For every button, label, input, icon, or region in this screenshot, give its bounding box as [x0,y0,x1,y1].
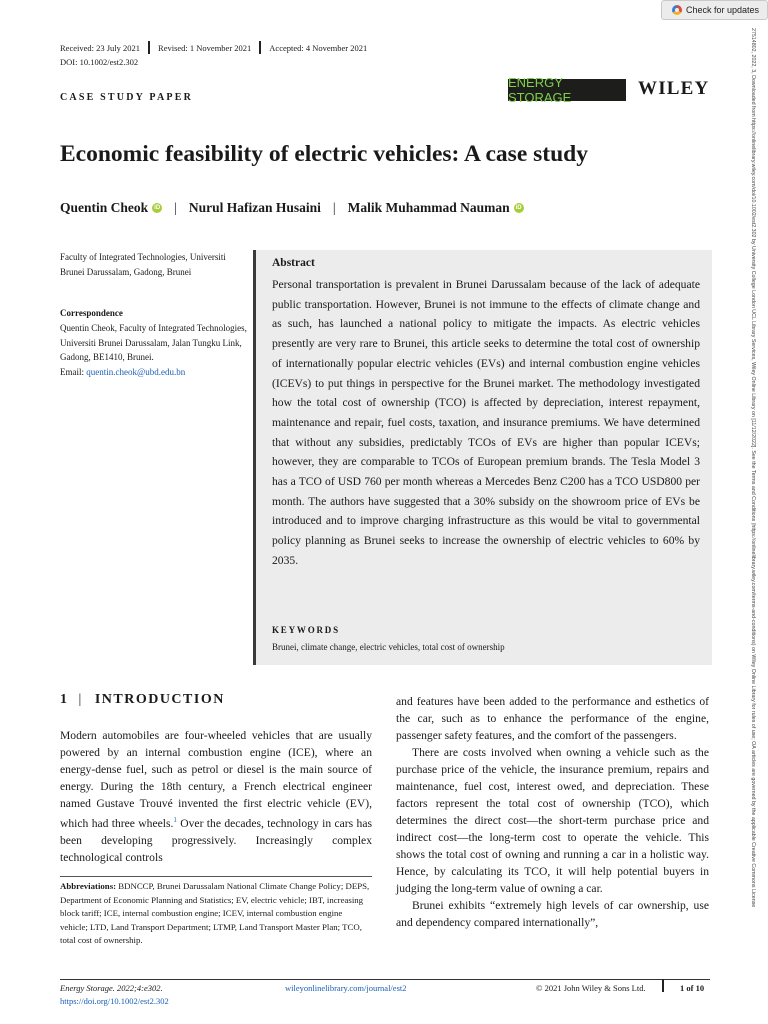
body-column-right [396,693,709,931]
article-doi: DOI: 10.1002/est2.302 [60,57,139,67]
footnote-divider [60,876,372,877]
page-title: Economic feasibility of electric vehicles: A case study [60,141,588,167]
check-for-updates-label: Check for updates [686,5,760,15]
correspondence-heading: Correspondence [60,308,123,318]
footnote-text: BDNCCP, Brunei Darussalam National Climate Change Policy; DEPS, Department of Economic Planning and Statistics; EV, electric vehicle; IBT, increasing block tariff; ICE, internal combustion engine; ICEV, internal combustion engine vehicle; LTD, Land Transport Department; LTMP, Land Transport Master Plan; TCO, total cost of ownership. [60,881,370,945]
paragraph: Brunei exhibits “extremely high levels of car ownership, use and dependency compared internationally”, [396,899,709,929]
affiliation: Faculty of Integrated Technologies, Universiti Brunei Darussalam, Gadong, Brunei [60,252,226,277]
paragraph: and features have been added to the performance and esthetics of the car, such as to enhance the performance of the engine, passenger safety features, and the comfort of the passengers. [396,695,709,742]
footer-journal-link[interactable]: wileyonlinelibrary.com/journal/est2 [285,983,407,993]
publisher-logo: WILEY [638,78,710,99]
footer-separator [662,979,664,992]
keywords: Brunei, climate change, electric vehicles, total cost of ownership [272,642,505,652]
abbreviations-footnote [60,880,372,948]
orcid-icon[interactable]: iD [515,205,522,211]
footer-journal: Energy Storage. 2022;4:e302. [60,983,163,993]
keywords-heading: KEYWORDS [272,625,340,635]
abstract-heading: Abstract [272,257,315,269]
crossmark-icon [672,5,682,15]
paragraph-text: Over the decades, technology in cars has been developing progressively. Increasingly complex technological controls [60,816,372,864]
section-title: INTRODUCTION [94,692,225,707]
paragraph-text: Modern automobiles are four-wheeled vehicles that are usually powered by an internal combustion engine (ICE), where an energy-dense fuel, such as petrol or diesel is the main source of energy. During the 18th century, a French electrical engineer named Gustave Trouvé invented the first electric vehicle (EV), which had three wheels. [60,729,372,830]
footer-doi-link[interactable]: https://doi.org/10.1002/est2.302 [60,996,169,1006]
author-name[interactable]: Malik Muhammad Nauman [347,200,510,215]
abstract-rule [253,250,256,665]
section-number: 1 [60,692,69,707]
received-date: Received: 23 July 2021 [60,42,141,53]
download-notice: 27514802, 2022, 3, Downloaded from https://onlinelibrary.wiley.com/doi/10.1002/est2.302 by University College London UCL Library Services, Wiley Online Library on [11/12/2022]. See the Terms and Conditions (https://onlinelibrary.wiley.com/terms-and-conditions) on Wiley Online Library for rules of use; OA articles are governed by the applicable Creative Commons License [750,28,756,908]
body-column-left [60,727,372,866]
page-number: 1 of 10 [680,983,705,993]
author-list: Quentin Cheok iD | Nurul Hafizan Husaini | Malik Muhammad Nauman iD [60,200,522,215]
author-name[interactable]: Nurul Hafizan Husaini [188,200,321,215]
paper-type: CASE STUDY PAPER [60,92,193,103]
correspondence-address: Quentin Cheok, Faculty of Integrated Technologies, Universiti Brunei Darussalam, Jalan Tungku Link, Gadong, BE1410, Brunei. [60,323,247,362]
check-for-updates-button[interactable] [661,0,768,20]
reference-link[interactable]: 1 [173,816,177,824]
email-label: Email: [60,366,87,377]
accepted-date: Accepted: 4 November 2021 [269,42,368,53]
section-separator: | [78,692,83,707]
paragraph: There are costs involved when owning a vehicle such as the purchase price of the vehicle, the insurance premium, repairs and maintenance, fuel cost, interest owed, and depreciation. These factors represent the total cost of ownership (TCO), which determines the direct cost—the short-term purchase price and indirect cost—the long-term cost to operate the vehicle. This shows the total cost of owning and running a car in a holistic way. Hence, by calculating its TCO, it will help potential buyers in judging the long-term value of owning a car. [396,746,709,895]
section-heading [60,692,225,708]
footer-divider [60,979,710,980]
abstract-text: Personal transportation is prevalent in Brunei Darussalam because of the lack of adequate public transportation. However, Brunei is not immune to the effects of climate change and as such, has launched a national policy to mitigate the impacts. As electric vehicles presently are very rare to Brunei, this article seeks to determine the total cost of ownership of internationally popular electric vehicles (EVs) and internal combustion engine vehicles (ICEVs) to put things in perspective for the Brunei market. The methodology investigated how the total cost of ownership (TCO) is affected by depreciation, interest repayment, maintenance and repair, fuel costs, taxation, and insurance premiums. We have determined that without any subsidies, predictably TCOs of EVs are higher than popular ICEVs; however, they are comparable to TCOs of European premium brands. The Tesla Model 3 has a TCO of USD 760 per month whereas a Mercedes Benz C200 has a TCO USD800 per month. The authors have suggested that a 30% subsidy on the showroom price of EVs be introduced and to improve charging infrastructure as this would be vital to governmental policy planning as Brunei seeks to increase the ownership of electric vehicles to 60% by 2035. [272,278,700,567]
orcid-icon[interactable]: iD [154,205,161,211]
article-dates [60,41,367,54]
author-name[interactable]: Quentin Cheok [60,200,149,215]
journal-badge: ENERGY STORAGE [508,79,626,101]
revised-date: Revised: 1 November 2021 [158,42,252,53]
correspondence-text [60,321,255,379]
footer-copyright: © 2021 John Wiley & Sons Ltd. [536,983,646,993]
email-link[interactable]: quentin.cheok@ubd.edu.bn [86,366,186,377]
footnote-label: Abbreviations: [60,881,117,891]
